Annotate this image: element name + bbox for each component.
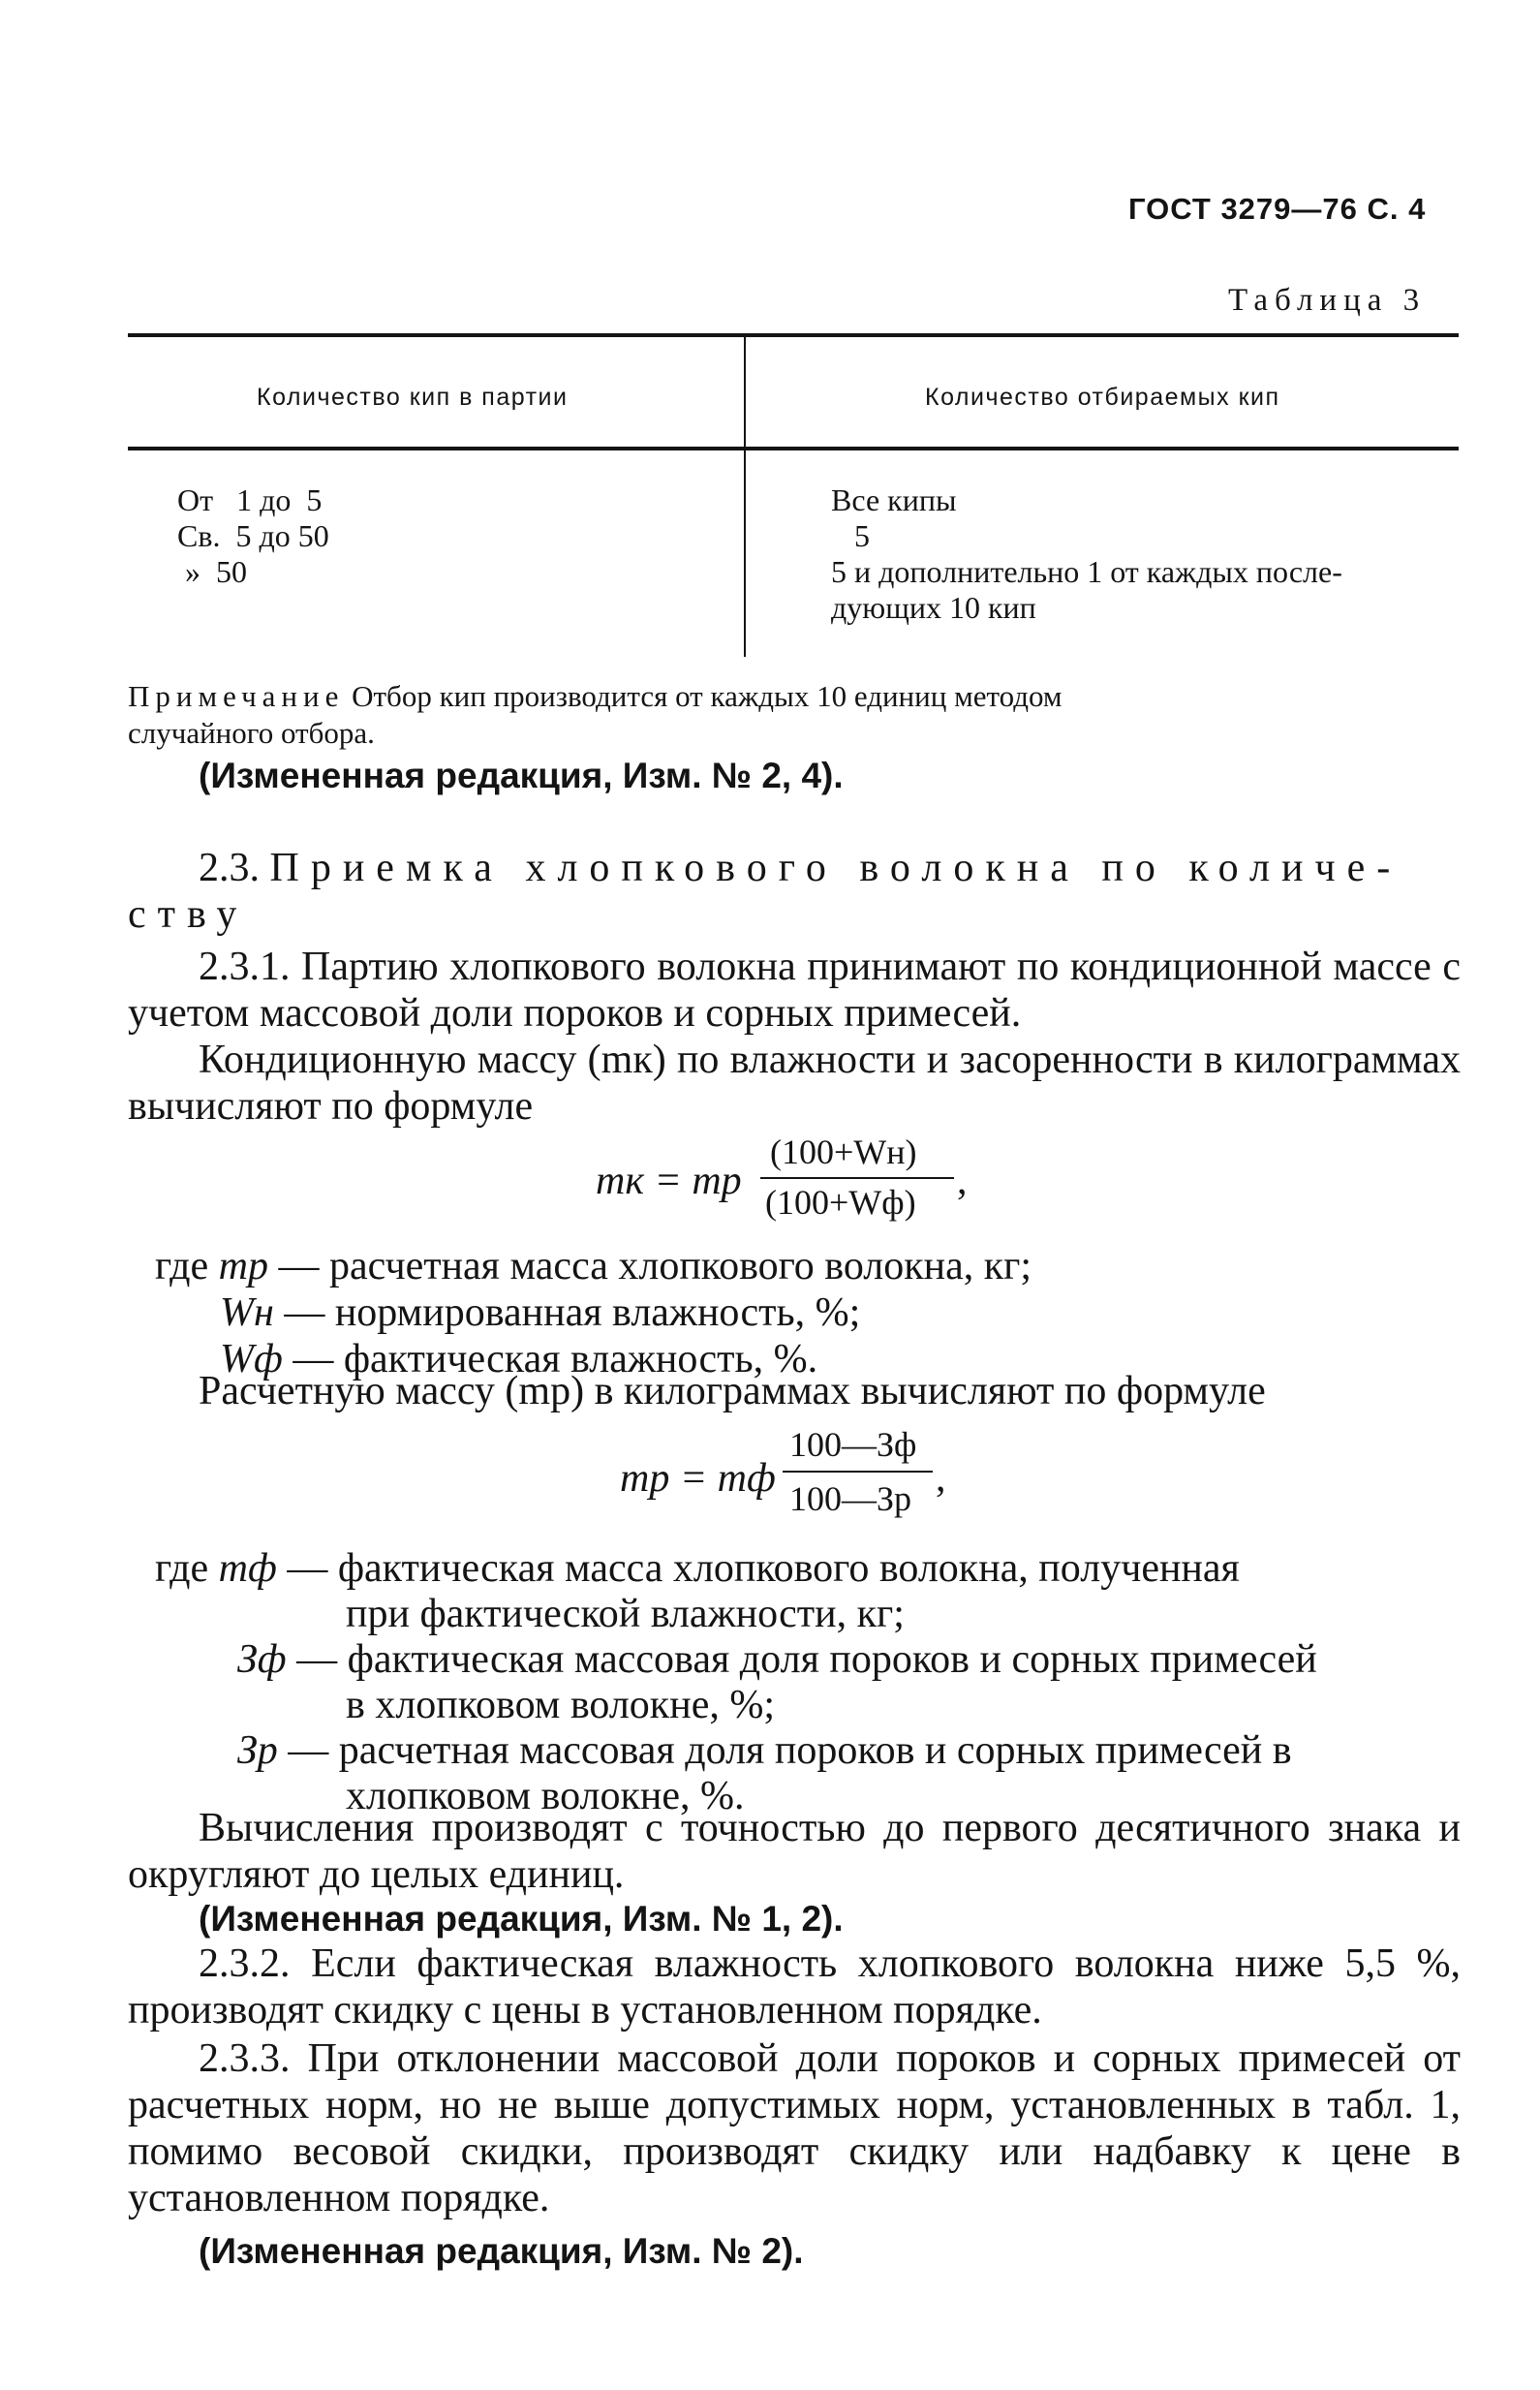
- where-row: [237, 1636, 1317, 1683]
- where-lead: где: [155, 1244, 219, 1288]
- where-row: [346, 1682, 775, 1728]
- table-cell: Все кипы: [831, 482, 957, 517]
- table-cell: дующих 10 кип: [831, 590, 1036, 625]
- where-text: — расчетная массовая доля пороков и сорных примесей в: [277, 1728, 1292, 1773]
- formula-denominator: 100—Зр: [789, 1479, 912, 1518]
- where-row: [155, 1243, 1032, 1289]
- where-text: хлопковом волокне, %.: [346, 1774, 745, 1818]
- where-text: — фактическая масса хлопкового волокна, полученная: [276, 1546, 1240, 1591]
- where-symbol: Зр: [237, 1728, 278, 1773]
- formula-numerator: 100—Зф: [789, 1425, 917, 1464]
- where-text: — нормированная влажность, %;: [273, 1290, 861, 1335]
- table-header-rule: [128, 447, 1459, 450]
- section-heading: [128, 845, 1461, 938]
- formula-denominator: (100+Wф): [765, 1183, 916, 1222]
- paragraph-2-3-1: 2.3.1. Партию хлопкового волокна принимают по кондиционной массе с учетом массовой доли пороков и сорных примесей.: [128, 945, 1461, 1036]
- paragraph-conditional-mass: Кондиционную массу (mк) по влажности и засоренности в килограммах вычисляют по формуле: [128, 1038, 1461, 1129]
- where-lead: где: [155, 1546, 219, 1591]
- formula-lhs: mк = mр: [596, 1159, 742, 1203]
- note-line: Отбор кип производится от каждых 10 единиц методом: [344, 679, 1063, 713]
- formula-lhs: mр = mф: [620, 1456, 776, 1501]
- table-caption: Таблица 3: [1228, 283, 1427, 318]
- paragraph-2-3-2: 2.3.2. Если фактическая влажность хлопкового волокна ниже 5,5 %, производят скидку с цены в установленном порядке.: [128, 1941, 1461, 2033]
- amendment-note: (Измененная редакция, Изм. № 2, 4).: [199, 756, 844, 795]
- where-symbol: Wн: [220, 1290, 274, 1335]
- where-symbol: mр: [218, 1244, 268, 1288]
- table-column-divider: [744, 337, 746, 657]
- table-note: [128, 678, 1461, 752]
- where-text: в хлопковом волокне, %;: [346, 1683, 775, 1727]
- table-cell: 5: [831, 518, 870, 553]
- section-title-line: ству: [128, 892, 249, 937]
- paragraph-calculated-mass: Расчетную массу (mр) в килограммах вычисляют по формуле: [199, 1369, 1266, 1413]
- table-header-sampled: Количество отбираемых кип: [925, 384, 1280, 411]
- section-title-line: Приемка хлопкового волокна по количе-: [269, 846, 1402, 890]
- table-cell: » 50: [177, 554, 247, 589]
- where-row: [346, 1591, 905, 1637]
- where-text: при фактической влажности, кг;: [346, 1592, 905, 1636]
- table-header-lots: Количество кип в партии: [257, 384, 569, 411]
- fraction-bar: [760, 1177, 954, 1179]
- where-symbol: Wф: [220, 1337, 283, 1381]
- document-reference: ГОСТ 3279—76 С. 4: [1128, 192, 1427, 226]
- paragraph-rounding: Вычисления производят с точностью до первого десятичного знака и округляют до целых единиц.: [128, 1806, 1461, 1897]
- where-row: [237, 1727, 1292, 1774]
- where-text: — фактическая влажность, %.: [282, 1337, 818, 1381]
- where-row: [220, 1289, 860, 1336]
- formula-tail: ,: [957, 1159, 968, 1203]
- paragraph-2-3-3: 2.3.3. При отклонении массовой доли пороков и сорных примесей от расчетных норм, но не выше допустимых норм, установленных в табл. 1, помимо весовой скидки, производят скидку или надбавку к цене в установленном порядке.: [128, 2036, 1461, 2220]
- table-cell: Св. 5 до 50: [177, 518, 329, 553]
- amendment-note: (Измененная редакция, Изм. № 2).: [199, 2231, 804, 2271]
- fraction-bar: [783, 1471, 933, 1473]
- where-symbol: mф: [218, 1546, 277, 1591]
- where-text: — расчетная масса хлопкового волокна, кг;: [268, 1244, 1032, 1288]
- table-column-lots: [177, 482, 329, 590]
- table-cell: 5 и дополнительно 1 от каждых после-: [831, 554, 1342, 589]
- where-symbol: Зф: [237, 1637, 287, 1682]
- amendment-note: (Измененная редакция, Изм. № 1, 2).: [199, 1899, 844, 1939]
- table-top-rule: [128, 333, 1459, 337]
- formula-tail: ,: [936, 1456, 946, 1501]
- where-row: [155, 1545, 1240, 1592]
- where-text: — фактическая массовая доля пороков и сорных примесей: [286, 1637, 1317, 1682]
- note-heading: Примечание: [128, 679, 345, 713]
- table-cell: От 1 до 5: [177, 482, 323, 517]
- formula-numerator: (100+Wн): [770, 1133, 917, 1171]
- section-number: 2.3.: [199, 846, 260, 890]
- note-line: случайного отбора.: [128, 716, 375, 750]
- table-column-sampled: [831, 482, 1461, 626]
